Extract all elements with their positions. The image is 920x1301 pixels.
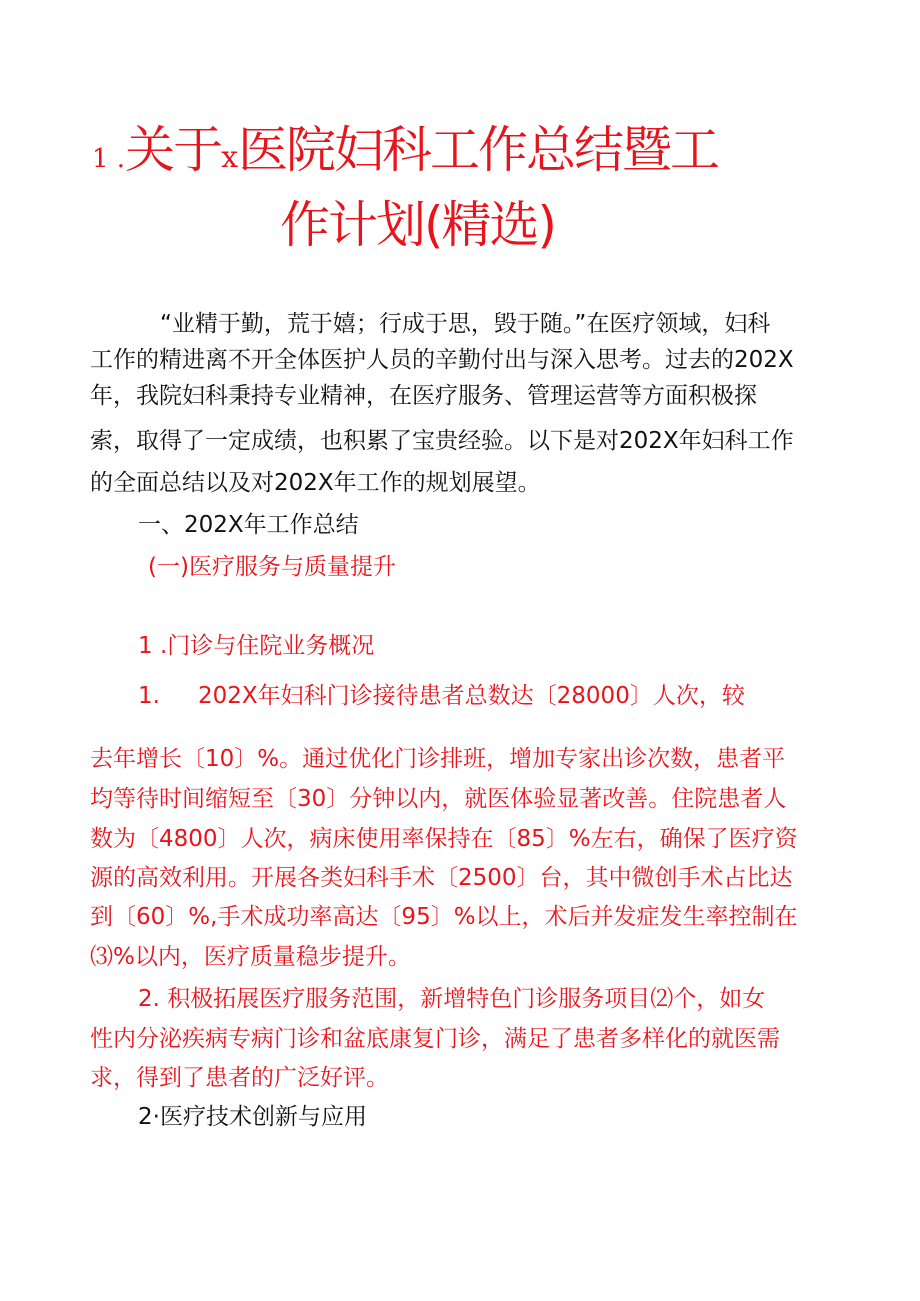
title-part-b: 医院妇科工作总结暨工 <box>238 121 718 179</box>
subsection-heading-medical-service: (一)医疗服务与质量提升 <box>148 554 396 580</box>
item-1-lead-text: 202X年妇科门诊接待患者总数达〔28000〕人次，较 <box>198 683 745 709</box>
title-number: 1 . <box>92 144 126 174</box>
section-heading-summary: 一、202X年工作总结 <box>138 512 359 538</box>
item-2-line-2: 性内分泌疾病专病门诊和盆底康复门诊，满足了患者多样化的就医需 <box>90 1026 780 1052</box>
item-2-line-1: 2. 积极拓展医疗服务范围，新增特色门诊服务项目⑵个，如女 <box>138 986 766 1012</box>
title-placeholder-x: x <box>221 140 238 175</box>
intro-line-1: “业精于勤，荒于嬉；行成于思，毁于随。”在医疗领域，妇科 <box>160 311 771 337</box>
item-1-body-line-2: 均等待时间缩短至〔30〕分钟以内，就医体验显著改善。住院患者人 <box>90 786 787 812</box>
document-title-line-1 <box>92 120 718 189</box>
item-1-body-line-3: 数为〔4800〕人次，病床使用率保持在〔85〕%左右，确保了医疗资 <box>90 826 798 852</box>
item-1-body-line-1: 去年增长〔10〕%。通过优化门诊排班，增加专家出诊次数，患者平 <box>90 746 786 772</box>
intro-line-2: 工作的精进离不开全体医护人员的辛勤付出与深入思考。过去的202X <box>90 347 794 373</box>
intro-line-4: 索，取得了一定成绩，也积累了宝贵经验。以下是对202X年妇科工作 <box>90 428 794 454</box>
item-1-body-line-6: ⑶%以内，医疗质量稳步提升。 <box>90 944 411 970</box>
intro-line-3: 年，我院妇科秉持专业精神，在医疗服务、管理运营等方面积极探 <box>90 383 757 409</box>
document-title-line-2: 作计划(精选) <box>280 196 556 254</box>
item-1-body-line-5: 到〔60〕%,手术成功率高达〔95〕%以上，术后并发症发生率控制在 <box>90 904 798 930</box>
item-1-body-line-4: 源的高效利用。开展各类妇科手术〔2500〕台，其中微创手术占比达 <box>90 865 793 891</box>
subsubsection-heading-outpatient: 1 .门诊与住院业务概况 <box>138 633 375 659</box>
item-1-number: 1. <box>138 683 160 709</box>
subsubsection-heading-tech-innovation: 2·医疗技术创新与应用 <box>138 1104 367 1130</box>
intro-line-5: 的全面总结以及对202X年工作的规划展望。 <box>90 470 541 496</box>
item-2-line-3: 求，得到了患者的广泛好评。 <box>90 1065 389 1091</box>
title-part-a: 关于 <box>125 121 222 179</box>
